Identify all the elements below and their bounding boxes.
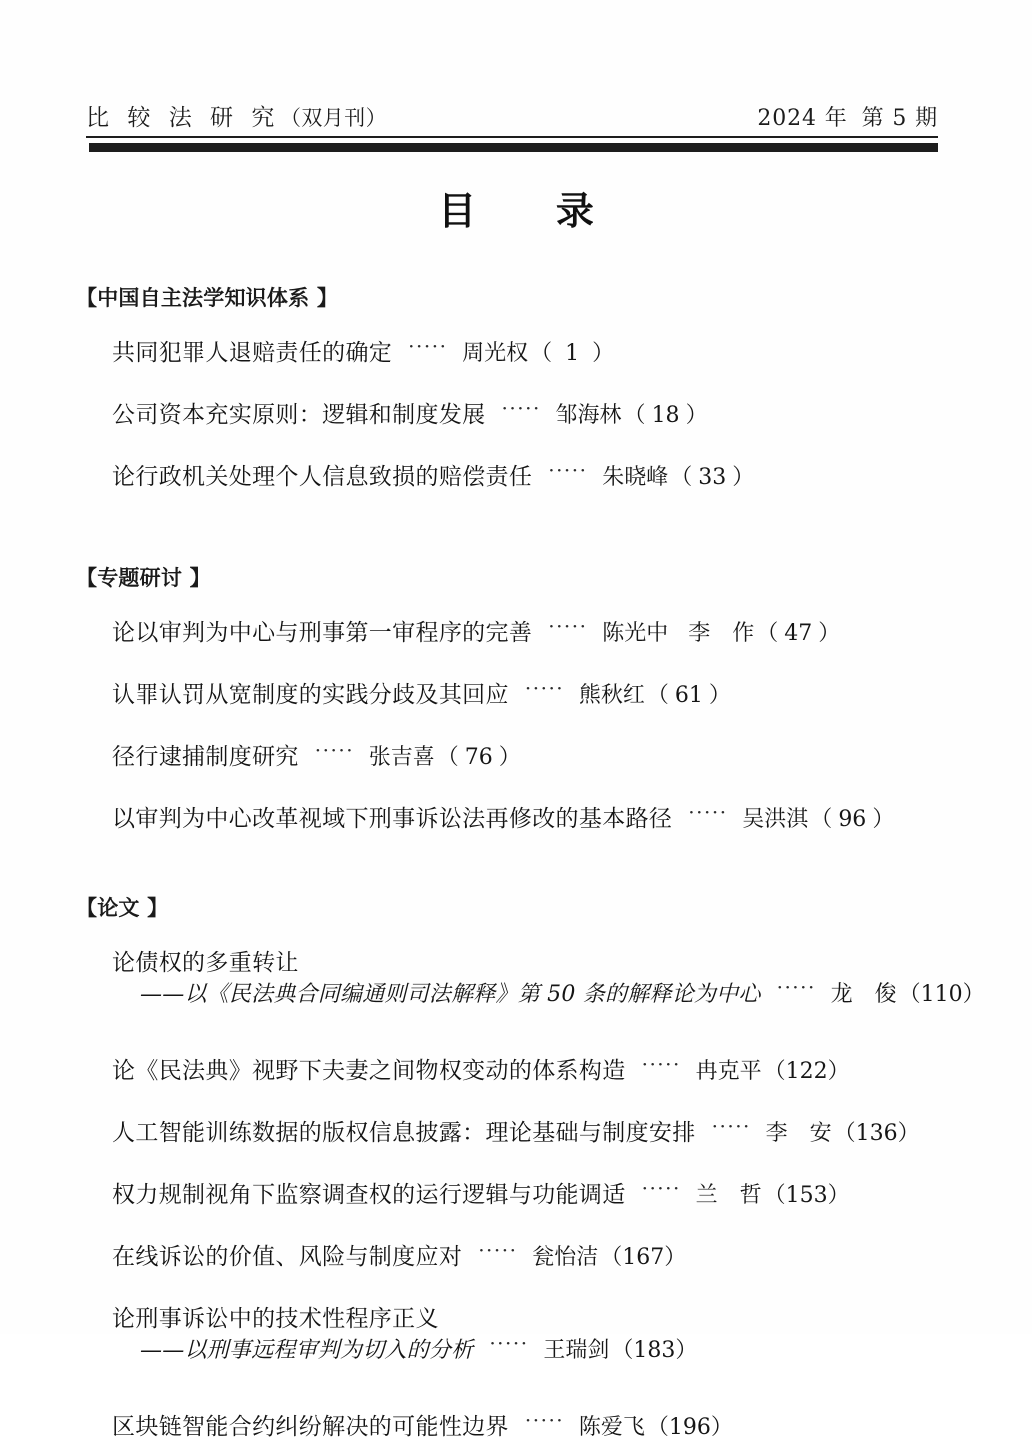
toc-entry-title: 论债权的多重转让 bbox=[112, 950, 299, 976]
toc-entry-meta bbox=[831, 977, 985, 1008]
toc-entry-authors bbox=[696, 1054, 762, 1085]
header-rule-thin bbox=[86, 136, 938, 138]
toc-entry-page bbox=[611, 1333, 697, 1364]
toc-entry-author: 李 安 bbox=[765, 1121, 832, 1146]
toc-entry-author: 张吉喜 bbox=[368, 745, 435, 770]
toc-entry-author: 瓮怡洁 bbox=[532, 1245, 599, 1270]
toc-entry[interactable] bbox=[112, 396, 708, 429]
toc-entry-author: 熊秋红 bbox=[578, 683, 645, 708]
toc-entry-title: 公司资本充实原则：逻辑和制度发展 bbox=[112, 402, 486, 428]
journal-subtitle-text: （双月刊） bbox=[279, 106, 388, 130]
dot-leader bbox=[478, 1248, 518, 1264]
toc-entry-page bbox=[834, 1116, 920, 1147]
toc-entry-meta bbox=[602, 460, 754, 491]
toc-entry-page bbox=[899, 977, 985, 1008]
paren-close: ） bbox=[664, 1245, 687, 1270]
toc-entry-meta bbox=[696, 1054, 850, 1085]
toc-entry-page bbox=[624, 398, 708, 429]
toc-entry-page-number: 33 bbox=[698, 465, 727, 490]
toc-entry[interactable] bbox=[112, 334, 614, 367]
toc-entry-authors bbox=[579, 1410, 645, 1441]
toc-entry-meta bbox=[579, 1410, 733, 1441]
toc-entry-subtitle: ——以《民法典合同编通则司法解释》第 50 条的解释论为中心 bbox=[140, 982, 761, 1007]
toc-entry-authors bbox=[766, 1116, 832, 1147]
toc-entry-meta bbox=[462, 336, 614, 367]
paren-close: ） bbox=[675, 1338, 698, 1363]
toc-entry-title: 在线诉讼的价值、风险与制度应对 bbox=[112, 1244, 463, 1270]
dot-leader bbox=[712, 1124, 752, 1140]
toc-entry-page bbox=[764, 1054, 850, 1085]
toc-entry-page-number: 76 bbox=[464, 745, 493, 770]
toc-entry-page-number: 183 bbox=[633, 1338, 676, 1363]
paren-close: ） bbox=[685, 403, 708, 428]
paren-close: ） bbox=[818, 621, 841, 646]
toc-entry-meta bbox=[766, 1116, 920, 1147]
toc-entry-page-number: 47 bbox=[784, 621, 813, 646]
toc-entry-page-number: 196 bbox=[668, 1415, 711, 1440]
paren-open: （ bbox=[436, 745, 459, 770]
toc-entry-author: 冉克平 bbox=[695, 1059, 762, 1084]
toc-entry-page bbox=[756, 616, 840, 647]
toc-entry-page bbox=[530, 336, 614, 367]
toc-entry-authors bbox=[556, 398, 622, 429]
toc-entry-page-number: 96 bbox=[838, 807, 867, 832]
toc-entry-page-number: 1 bbox=[565, 341, 580, 366]
toc-entry-page-number: 167 bbox=[622, 1245, 665, 1270]
dot-leader bbox=[315, 748, 355, 764]
toc-entry-title: 论刑事诉讼中的技术性程序正义 bbox=[112, 1306, 439, 1332]
toc-entry[interactable] bbox=[112, 1300, 697, 1364]
toc-entry-meta bbox=[543, 1333, 697, 1364]
dot-leader bbox=[525, 686, 565, 702]
paren-close: ） bbox=[498, 745, 521, 770]
section-heading: 【中国自主法学知识体系 】 bbox=[76, 286, 339, 310]
paren-open: （ bbox=[611, 1338, 634, 1363]
toc-entry-subtitle: ——以刑事远程审判为切入的分析 bbox=[140, 1338, 474, 1363]
toc-entry-authors bbox=[579, 678, 645, 709]
toc-entry-meta bbox=[696, 1178, 850, 1209]
paren-close: ） bbox=[710, 1415, 733, 1440]
paren-open: （ bbox=[623, 403, 646, 428]
toc-entry-title: 论以审判为中心与刑事第一审程序的完善 bbox=[112, 620, 533, 646]
toc-entry-page bbox=[810, 802, 894, 833]
paren-close: ） bbox=[897, 1121, 920, 1146]
toc-entry-author: 周光权 bbox=[462, 341, 529, 366]
paren-close: ） bbox=[592, 341, 615, 366]
toc-entry[interactable] bbox=[112, 614, 840, 647]
issue-number: 第 5 期 bbox=[861, 106, 938, 131]
section-heading: 【论文 】 bbox=[76, 896, 169, 920]
toc-entry-author: 陈爱飞 bbox=[578, 1415, 645, 1440]
toc-entry-meta bbox=[532, 1240, 686, 1271]
dot-leader bbox=[548, 624, 588, 640]
toc-entry-author: 龙 俊 bbox=[830, 982, 897, 1007]
toc-entry-title: 权力规制视角下监察调查权的运行逻辑与功能调适 bbox=[112, 1182, 626, 1208]
toc-entry-page bbox=[764, 1178, 850, 1209]
header-rule-thick bbox=[89, 143, 938, 152]
toc-entry-page-number: 153 bbox=[785, 1183, 828, 1208]
toc-entry[interactable] bbox=[112, 1176, 850, 1209]
dot-leader bbox=[642, 1062, 682, 1078]
dot-leader bbox=[489, 1341, 529, 1357]
toc-entry-author: 王瑞剑 bbox=[543, 1338, 610, 1363]
page-title: 目 录 bbox=[438, 189, 615, 233]
toc-entry-page bbox=[600, 1240, 686, 1271]
toc-entry-page-number: 110 bbox=[920, 982, 963, 1007]
toc-entry-page-number: 61 bbox=[674, 683, 703, 708]
dot-leader bbox=[408, 344, 448, 360]
paren-close: ） bbox=[732, 465, 755, 490]
dot-leader bbox=[777, 985, 817, 1001]
toc-entry-author: 朱晓峰 bbox=[602, 465, 669, 490]
paren-close: ） bbox=[872, 807, 895, 832]
paren-open: （ bbox=[763, 1183, 786, 1208]
running-head bbox=[86, 96, 938, 132]
dot-leader bbox=[688, 810, 728, 826]
toc-entry-meta bbox=[742, 802, 894, 833]
toc-entry-author: 李 作 bbox=[688, 621, 755, 646]
paren-open: （ bbox=[600, 1245, 623, 1270]
toc-entry-meta bbox=[556, 398, 708, 429]
toc-entry[interactable] bbox=[112, 458, 754, 491]
toc-entry-author: 陈光中 bbox=[602, 621, 669, 646]
paren-open: （ bbox=[810, 807, 833, 832]
toc-entry-page-number: 18 bbox=[651, 403, 680, 428]
toc-entry[interactable] bbox=[112, 738, 521, 771]
section-heading: 【专题研讨 】 bbox=[76, 566, 211, 590]
toc-entry-title: 论《民法典》视野下夫妻之间物权变动的体系构造 bbox=[112, 1058, 626, 1084]
paren-open: （ bbox=[670, 465, 693, 490]
toc-entry-page bbox=[670, 460, 754, 491]
toc-entry-author: 吴洪淇 bbox=[742, 807, 809, 832]
toc-entry-title: 人工智能训练数据的版权信息披露：理论基础与制度安排 bbox=[112, 1120, 696, 1146]
toc-entry-page bbox=[437, 740, 521, 771]
toc-entry-authors bbox=[532, 1240, 598, 1271]
paren-open: （ bbox=[898, 982, 921, 1007]
toc-entry[interactable] bbox=[112, 944, 985, 1008]
toc-entry[interactable] bbox=[112, 676, 731, 709]
toc-entry[interactable] bbox=[112, 1238, 686, 1271]
toc-entry-subtitle-row bbox=[140, 1333, 697, 1364]
toc-entry[interactable] bbox=[112, 1052, 850, 1085]
toc-entry-authors bbox=[696, 1178, 762, 1209]
dot-leader bbox=[548, 468, 588, 484]
dot-leader bbox=[525, 1418, 565, 1434]
toc-entry-authors bbox=[602, 616, 754, 647]
paren-close: ） bbox=[827, 1183, 850, 1208]
toc-entry-meta bbox=[602, 616, 840, 647]
toc-entry-authors bbox=[543, 1333, 609, 1364]
toc-entry-authors bbox=[462, 336, 528, 367]
paren-open: （ bbox=[763, 1059, 786, 1084]
toc-entry-meta bbox=[579, 678, 731, 709]
toc-entry-author: 兰 哲 bbox=[695, 1183, 762, 1208]
toc-entry[interactable] bbox=[112, 1114, 920, 1147]
toc-entry-authors bbox=[602, 460, 668, 491]
issue-info bbox=[757, 101, 938, 132]
paren-close: ） bbox=[962, 982, 985, 1007]
toc-entry-authors bbox=[831, 977, 897, 1008]
dot-leader bbox=[502, 406, 542, 422]
toc-entry-title: 论行政机关处理个人信息致损的赔偿责任 bbox=[112, 464, 533, 490]
toc-entry-subtitle-row bbox=[140, 977, 985, 1008]
toc-entry-page-number: 136 bbox=[855, 1121, 898, 1146]
paren-close: ） bbox=[827, 1059, 850, 1084]
paren-close: ） bbox=[708, 683, 731, 708]
toc-entry-page bbox=[647, 678, 731, 709]
toc-entry[interactable] bbox=[112, 800, 894, 833]
toc-entry-authors bbox=[742, 802, 808, 833]
journal-title bbox=[86, 99, 387, 132]
toc-entry-title: 认罪认罚从宽制度的实践分歧及其回应 bbox=[112, 682, 509, 708]
toc-entry-page bbox=[647, 1410, 733, 1441]
paren-open: （ bbox=[530, 341, 553, 366]
toc-entry-page-number: 122 bbox=[785, 1059, 828, 1084]
issue-year: 2024 年 bbox=[757, 106, 848, 131]
paren-open: （ bbox=[646, 683, 669, 708]
toc-entry-title: 区块链智能合约纠纷解决的可能性边界 bbox=[112, 1414, 509, 1440]
toc-entry-author: 邹海林 bbox=[555, 403, 622, 428]
dot-leader bbox=[642, 1186, 682, 1202]
toc-entry-authors bbox=[369, 740, 435, 771]
paren-open: （ bbox=[646, 1415, 669, 1440]
paren-open: （ bbox=[833, 1121, 856, 1146]
toc-entry-title: 径行逮捕制度研究 bbox=[112, 744, 299, 770]
toc-entry[interactable] bbox=[112, 1408, 733, 1441]
toc-entry-meta bbox=[369, 740, 521, 771]
paren-open: （ bbox=[756, 621, 779, 646]
toc-entry-title: 以审判为中心改革视域下刑事诉讼法再修改的基本路径 bbox=[112, 806, 673, 832]
journal-title-text: 比 较 法 研 究 bbox=[86, 105, 280, 131]
toc-entry-title: 共同犯罪人退赔责任的确定 bbox=[112, 340, 393, 366]
